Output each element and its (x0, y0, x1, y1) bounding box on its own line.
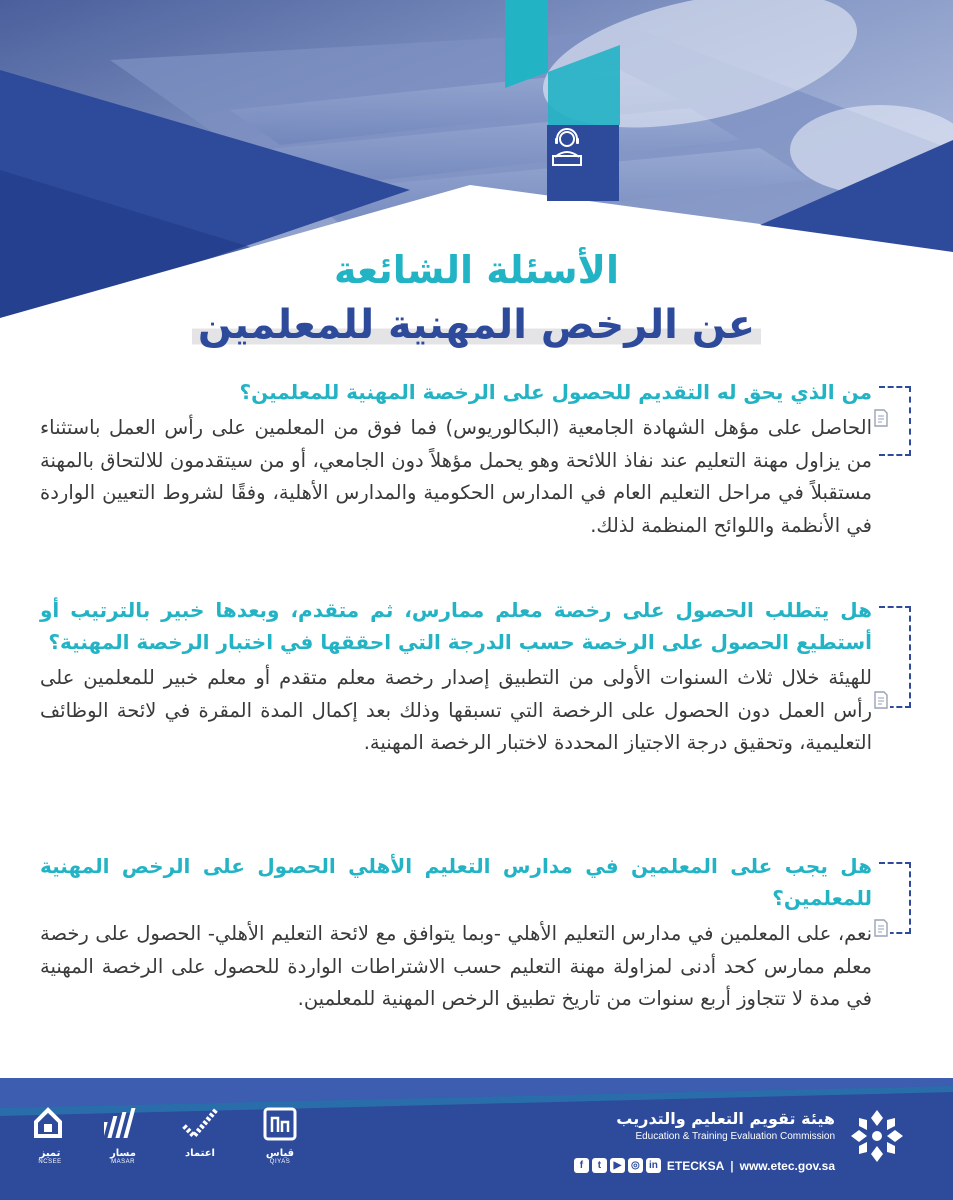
partner-logo-masar (104, 1106, 142, 1165)
faq-question: هل يتطلب الحصول على رخصة معلم ممارس، ثم متقدم، وبعدها خبير بالترتيب أو أستطيع الحصول على الرخصة حسب الدرجة التي احققها في اختبار الرخصة المهنية؟ (40, 598, 872, 654)
instagram-icon[interactable]: ◎ (628, 1158, 643, 1173)
footer (0, 1078, 953, 1200)
partner-sub: QIYAS (269, 1159, 291, 1165)
faq-item (40, 376, 872, 542)
headset-agent-icon (547, 125, 587, 169)
etec-logo (845, 1104, 909, 1172)
partner-logo-ncsee (30, 1106, 70, 1165)
partner-sub: MASAR (111, 1159, 135, 1165)
faq-question: هل يجب على المعلمين في مدارس التعليم الأهلي الحصول على الرخص المهنية للمعلمين؟ (40, 854, 872, 910)
masar-logo-icon (104, 1106, 142, 1142)
youtube-icon[interactable]: ▶ (610, 1158, 625, 1173)
separator: | (730, 1158, 734, 1173)
linkedin-icon[interactable]: in (646, 1158, 661, 1173)
partner-logo-accreditation (180, 1106, 220, 1159)
qiyas-logo-icon (262, 1106, 298, 1142)
org-name-en: Education & Training Evaluation Commission (635, 1131, 835, 1142)
partner-label: تميز (39, 1148, 61, 1159)
partner-label: قياس (265, 1148, 295, 1159)
document-icon (872, 918, 890, 938)
page-title-line2 (0, 302, 953, 348)
partner-sub: NCSEE (38, 1159, 62, 1165)
faq-question: من الذي يحق له التقديم للحصول على الرخصة المهنية للمعلمين؟ (239, 380, 872, 404)
partner-logo-qiyas (262, 1106, 298, 1165)
page-title-line2-text: عن الرخص المهنية للمعلمين (192, 302, 761, 348)
document-icon (872, 408, 890, 428)
partner-label: مسار (110, 1148, 136, 1159)
social-bar (574, 1158, 835, 1173)
social-icons (574, 1158, 661, 1173)
etec-logo-icon (845, 1104, 909, 1168)
facebook-icon[interactable]: f (574, 1158, 589, 1173)
accreditation-check-icon (180, 1106, 220, 1142)
page-title-line1: الأسئلة الشائعة (334, 248, 619, 292)
org-name-ar: هيئة تقويم التعليم والتدريب (616, 1109, 835, 1128)
ncsee-logo-icon (30, 1106, 70, 1142)
faq-answer: الحاصل على مؤهل الشهادة الجامعية (البكالوريوس) فما فوق من المعلمين على رأس العمل باستثناء من يزاول مهنة التعليم عند نفاذ اللائحة وهو يحمل مؤهلاً دون الجامعي، أو من سيتقدمون للالتحاق بالمهنة مستقبلاً في مراحل التعليم العام في المدارس الحكومية والمدارس الأهلية، وفقًا لشروط التعيين الواردة في الأنظمة واللوائح المنظمة لذلك. (40, 416, 872, 537)
support-agent-badge (547, 125, 619, 201)
document-icon (872, 690, 890, 710)
org-name (616, 1108, 835, 1144)
faq-answer: نعم، على المعلمين في مدارس التعليم الأهلي -وبما يتوافق مع لائحة التعليم الأهلي- الحصول على رخصة معلم ممارس كحد أدنى لمزاولة مهنة التعليم حسب الاشتراطات الواردة للحصول على الرخصة المهنية في مدة لا تتجاوز أربع سنوات من تاريخ تطبيق الرخص المهنية للمعلمين. (40, 922, 872, 1010)
website-link[interactable]: www.etec.gov.sa (739, 1158, 835, 1173)
faq-answer: للهيئة خلال ثلاث السنوات الأولى من التطبيق إصدار رخصة معلم متقدم أو معلم خبير للمعلمين على رأس العمل دون الحصول على الرخصة التي تسبقها وذلك بعد إكمال المدة المقرة في لائحة الوظائف التعليمية، وتحقيق درجة الاجتياز المحددة لاختبار الرخصة المهنية. (40, 666, 872, 754)
faq-item (40, 594, 872, 760)
social-handle: ETECKSA (666, 1158, 725, 1173)
twitter-icon[interactable]: t (592, 1158, 607, 1173)
partner-label: اعتماد (185, 1148, 215, 1159)
faq-item (40, 850, 872, 1016)
